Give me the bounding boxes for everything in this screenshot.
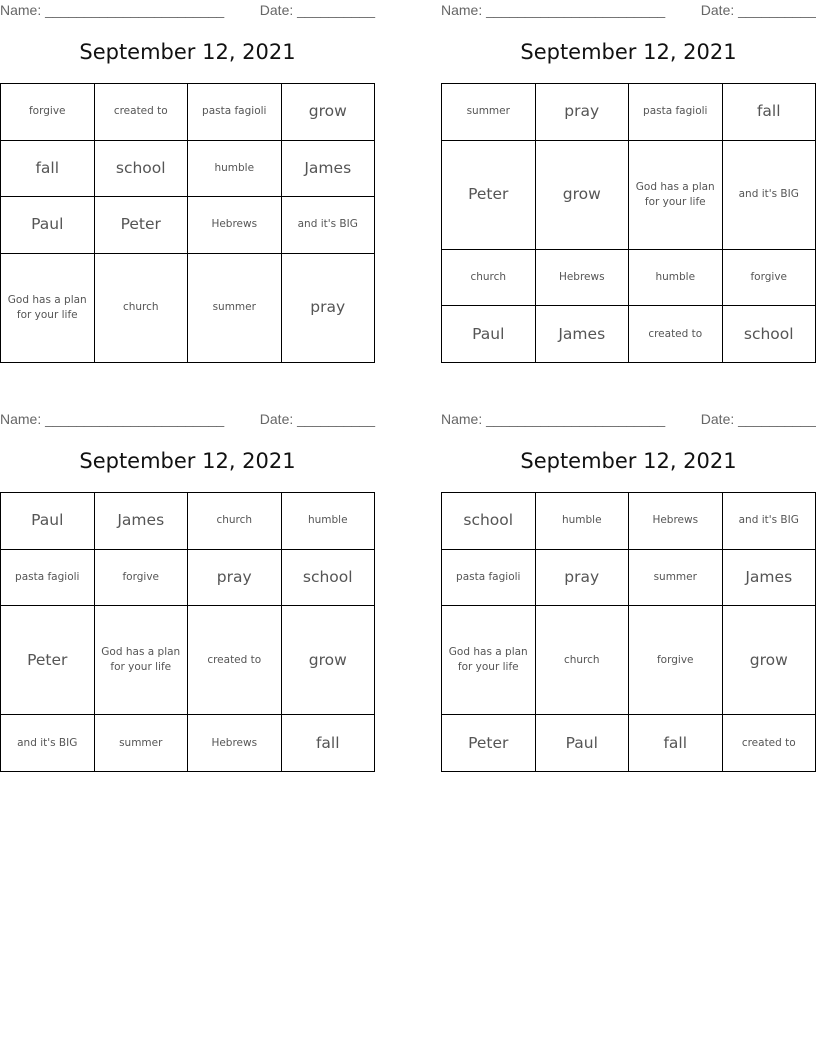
bingo-card: [0, 409, 375, 769]
bingo-cell: James: [535, 306, 629, 363]
bingo-cell: God has a plan for your life: [1, 253, 95, 363]
bingo-cell: church: [94, 253, 188, 363]
bingo-cell: summer: [94, 715, 188, 772]
grid-row: [1, 715, 375, 772]
name-field: Name: _______________________: [0, 2, 225, 18]
name-field: Name: _______________________: [441, 411, 666, 427]
bingo-cell: Peter: [442, 140, 536, 249]
bingo-cell: James: [94, 493, 188, 550]
bingo-grid: [441, 83, 816, 363]
grid-row: [1, 253, 375, 363]
bingo-cell: Paul: [1, 197, 95, 254]
bingo-cell: Paul: [1, 493, 95, 550]
bingo-card: [441, 409, 816, 769]
bingo-cell: Paul: [442, 306, 536, 363]
bingo-cell: created to: [94, 84, 188, 141]
bingo-cell: pasta fagioli: [629, 84, 723, 141]
card-header: [0, 411, 375, 429]
bingo-cell: fall: [281, 715, 375, 772]
grid-row: [442, 140, 816, 249]
grid-row: [1, 140, 375, 197]
bingo-cell: grow: [722, 606, 816, 715]
bingo-cell: pasta fagioli: [188, 84, 282, 141]
name-field: Name: _______________________: [0, 411, 225, 427]
date-field: Date: __________: [259, 411, 375, 427]
grid-row: [1, 197, 375, 254]
bingo-cell: school: [94, 140, 188, 197]
bingo-cell: pray: [188, 549, 282, 606]
bingo-cell: humble: [629, 249, 723, 306]
grid-row: [442, 306, 816, 363]
bingo-cell: church: [188, 493, 282, 550]
bingo-cell: James: [722, 549, 816, 606]
date-field: Date: __________: [700, 2, 816, 18]
bingo-cell: summer: [629, 549, 723, 606]
card-title: September 12, 2021: [520, 40, 737, 64]
bingo-cell: pasta fagioli: [1, 549, 95, 606]
bingo-card: [441, 0, 816, 360]
bingo-cell: humble: [281, 493, 375, 550]
bingo-cell: grow: [535, 140, 629, 249]
grid-row: [442, 549, 816, 606]
bingo-cell: Hebrews: [535, 249, 629, 306]
bingo-cell: God has a plan for your life: [442, 606, 536, 715]
date-field: Date: __________: [700, 411, 816, 427]
grid-row: [1, 493, 375, 550]
bingo-cell: fall: [629, 715, 723, 772]
card-title: September 12, 2021: [520, 449, 737, 473]
bingo-cell: and it's BIG: [281, 197, 375, 254]
bingo-cell: and it's BIG: [722, 140, 816, 249]
bingo-grid: [441, 492, 816, 772]
bingo-cell: Peter: [94, 197, 188, 254]
date-field: Date: __________: [259, 2, 375, 18]
bingo-cell: and it's BIG: [722, 493, 816, 550]
bingo-cell: forgive: [629, 606, 723, 715]
card-title: September 12, 2021: [79, 449, 296, 473]
grid-row: [1, 549, 375, 606]
bingo-cell: pray: [535, 549, 629, 606]
bingo-cell: church: [535, 606, 629, 715]
bingo-cell: James: [281, 140, 375, 197]
grid-row: [442, 715, 816, 772]
bingo-cell: and it's BIG: [1, 715, 95, 772]
bingo-cell: forgive: [94, 549, 188, 606]
bingo-cell: created to: [629, 306, 723, 363]
bingo-cell: church: [442, 249, 536, 306]
bingo-cell: forgive: [722, 249, 816, 306]
bingo-grid: [0, 83, 375, 363]
card-title: September 12, 2021: [79, 40, 296, 64]
bingo-cell: God has a plan for your life: [629, 140, 723, 249]
bingo-cell: summer: [188, 253, 282, 363]
bingo-cell: pray: [535, 84, 629, 141]
bingo-cell: Paul: [535, 715, 629, 772]
name-field: Name: _______________________: [441, 2, 666, 18]
bingo-cell: created to: [722, 715, 816, 772]
bingo-cell: school: [281, 549, 375, 606]
bingo-cell: Peter: [1, 606, 95, 715]
grid-row: [442, 84, 816, 141]
card-header: [441, 411, 816, 429]
bingo-cell: Hebrews: [188, 715, 282, 772]
bingo-cell: Peter: [442, 715, 536, 772]
bingo-cell: forgive: [1, 84, 95, 141]
bingo-cell: pray: [281, 253, 375, 363]
card-header: [0, 2, 375, 20]
grid-row: [442, 606, 816, 715]
bingo-cell: Hebrews: [188, 197, 282, 254]
grid-row: [1, 84, 375, 141]
bingo-cell: God has a plan for your life: [94, 606, 188, 715]
grid-row: [442, 493, 816, 550]
bingo-cell: fall: [1, 140, 95, 197]
card-header: [441, 2, 816, 20]
bingo-cell: school: [722, 306, 816, 363]
bingo-cell: Hebrews: [629, 493, 723, 550]
bingo-grid: [0, 492, 375, 772]
bingo-cell: school: [442, 493, 536, 550]
bingo-cell: grow: [281, 84, 375, 141]
bingo-cell: summer: [442, 84, 536, 141]
bingo-cell: created to: [188, 606, 282, 715]
bingo-cell: fall: [722, 84, 816, 141]
bingo-cell: humble: [188, 140, 282, 197]
bingo-cell: humble: [535, 493, 629, 550]
bingo-card: [0, 0, 375, 360]
bingo-cell: pasta fagioli: [442, 549, 536, 606]
grid-row: [1, 606, 375, 715]
bingo-cell: grow: [281, 606, 375, 715]
grid-row: [442, 249, 816, 306]
